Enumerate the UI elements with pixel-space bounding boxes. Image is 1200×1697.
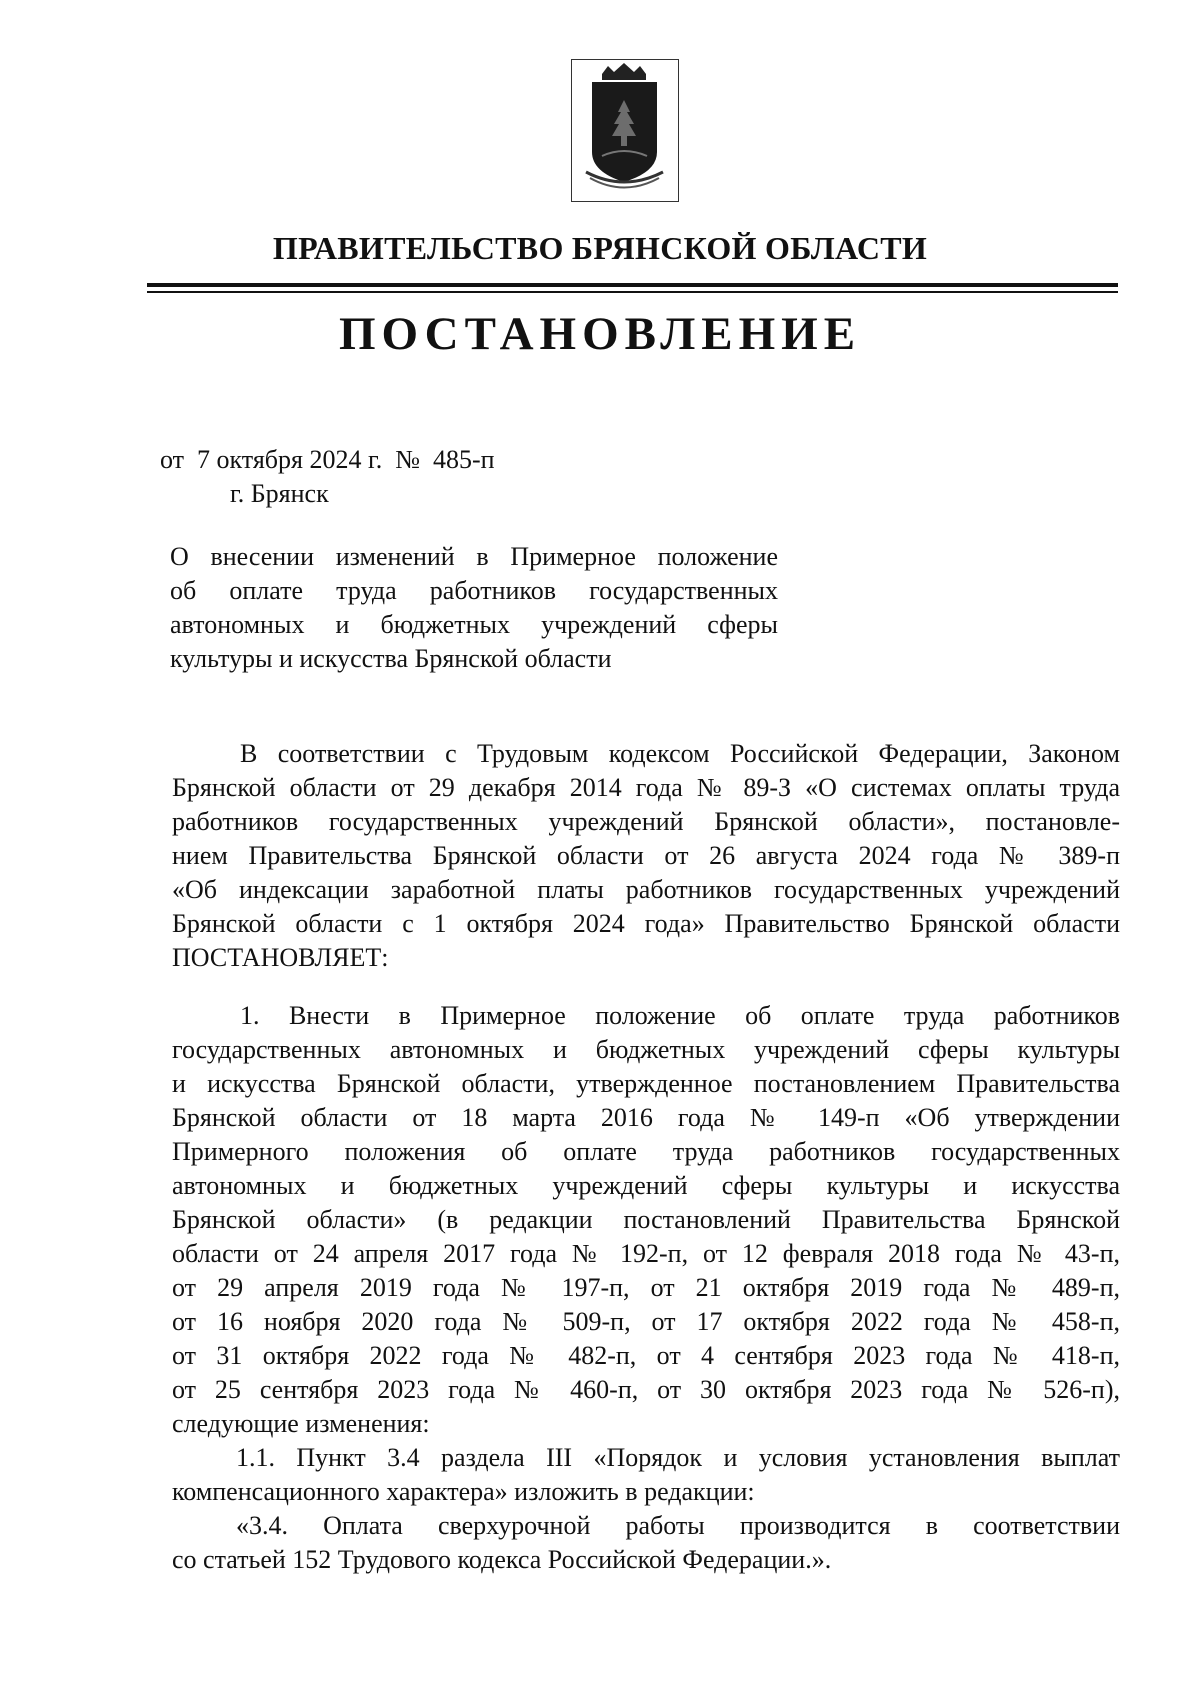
item-1-line: 1. Внести в Примерное положение об оплате труда работников [240,1001,1120,1030]
document-date-number: от 7 октября 2024 г. № 485-п [160,445,495,474]
item-1-line: от 25 сентября 2023 года № 460-п, от 30 октября 2023 года № 526-п), [172,1375,1120,1404]
subject-line: об оплате труда работников государственных [170,576,778,605]
item-1-line: и искусства Брянской области, утвержденное постановлением Правительства [172,1069,1120,1098]
subject-line: культуры и искусства Брянской области [170,644,612,673]
preamble-line: ПОСТАНОВЛЯЕТ: [172,943,389,972]
preamble-line: В соответствии с Трудовым кодексом Российской Федерации, Законом [240,739,1120,768]
quote-line: со статьей 152 Трудового кодекса Российской Федерации.». [172,1545,832,1574]
item-1-line: автономных и бюджетных учреждений сферы культуры и искусства [172,1171,1120,1200]
item-1-line: от 16 ноября 2020 года № 509-п, от 17 октября 2022 года № 458-п, [172,1307,1120,1336]
subject-line: О внесении изменений в Примерное положение [170,542,778,571]
subject-line: автономных и бюджетных учреждений сферы [170,610,778,639]
document-subject [170,540,778,676]
item-1-line: Брянской области» (в редакции постановлений Правительства Брянской [172,1205,1120,1234]
header-rule-thick [147,283,1118,287]
item-1-1-line: компенсационного характера» изложить в редакции: [172,1477,755,1506]
coat-of-arms-icon [572,60,677,200]
item-1-line: следующие изменения: [172,1409,430,1438]
preamble-line: работников государственных учреждений Брянской области», постановле- [172,807,1120,836]
quote-line: «3.4. Оплата сверхурочной работы производится в соответствии [236,1511,1120,1540]
preamble-line: нием Правительства Брянской области от 26 августа 2024 года № 389-п [172,841,1120,870]
preamble-line: «Об индексации заработной платы работников государственных учреждений [172,875,1120,904]
item-1-1-line: 1.1. Пункт 3.4 раздела III «Порядок и условия установления выплат [236,1443,1120,1472]
item-1-line: государственных автономных и бюджетных учреждений сферы культуры [172,1035,1120,1064]
preamble-line: Брянской области от 29 декабря 2014 года № 89-З «О системах оплаты труда [172,773,1120,802]
item-1-line: области от 24 апреля 2017 года № 192-п, от 12 февраля 2018 года № 43-п, [172,1239,1120,1268]
item-1-line: от 31 октября 2022 года № 482-п, от 4 сентября 2023 года № 418-п, [172,1341,1120,1370]
item-1-line: от 29 апреля 2019 года № 197-п, от 21 октября 2019 года № 489-п, [172,1273,1120,1302]
government-title: ПРАВИТЕЛЬСТВО БРЯНСКОЙ ОБЛАСТИ [272,230,928,266]
header-rule-thin [147,291,1118,293]
item-1-paragraph [172,999,1120,1577]
preamble-paragraph [172,737,1120,975]
document-type-title: ПОСТАНОВЛЕНИЕ [338,308,862,360]
document-city: г. Брянск [230,479,329,508]
coat-of-arms-emblem [571,59,679,202]
item-1-line: Брянской области от 18 марта 2016 года № 149-п «Об утверждении [172,1103,1120,1132]
preamble-line: Брянской области с 1 октября 2024 года» Правительство Брянской области [172,909,1120,938]
item-1-line: Примерного положения об оплате труда работников государственных [172,1137,1120,1166]
